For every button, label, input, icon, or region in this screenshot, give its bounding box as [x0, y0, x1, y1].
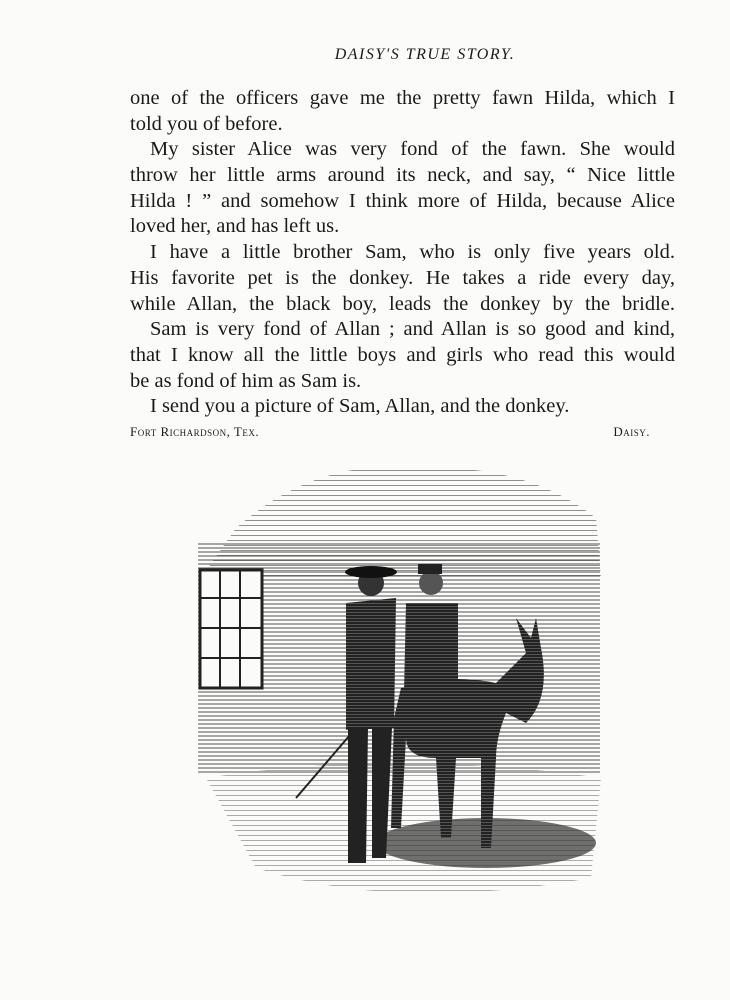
text-line: My sister Alice was very fond of the fawn. She would	[150, 138, 675, 161]
text-line: His favorite pet is the donkey. He takes a ride every day,	[130, 266, 675, 289]
text-line: loved her, and has left us.	[130, 215, 340, 238]
text-line: I have a little brother Sam, who is only five years old.	[150, 241, 675, 264]
signature-name: Daisy.	[613, 424, 650, 439]
text-line: one of the officers gave me the pretty fawn Hilda, which I	[130, 87, 675, 109]
text-line: throw her little arms around its neck, and say, “ Nice little	[130, 164, 675, 187]
running-header: DAISY'S TRUE STORY.	[334, 46, 516, 63]
body-text	[130, 86, 675, 420]
text-line: Hilda ! ” and somehow I think more of Hilda, because Alice	[130, 189, 675, 212]
text-line: be as fond of him as Sam is.	[130, 369, 362, 392]
text-line: told you of before.	[130, 112, 283, 135]
text-line: while Allan, the black boy, leads the donkey by the bridle.	[130, 292, 675, 315]
signature-place: Fort Richardson, Tex.	[130, 424, 260, 439]
signature-line	[130, 424, 650, 440]
text-line: I send you a picture of Sam, Allan, and the donkey.	[150, 395, 570, 418]
text-line: that I know all the little boys and girls who read this would	[130, 343, 675, 366]
engraving-illustration	[196, 458, 604, 908]
text-line: Sam is very fond of Allan ; and Allan is so good and kind,	[150, 318, 675, 341]
